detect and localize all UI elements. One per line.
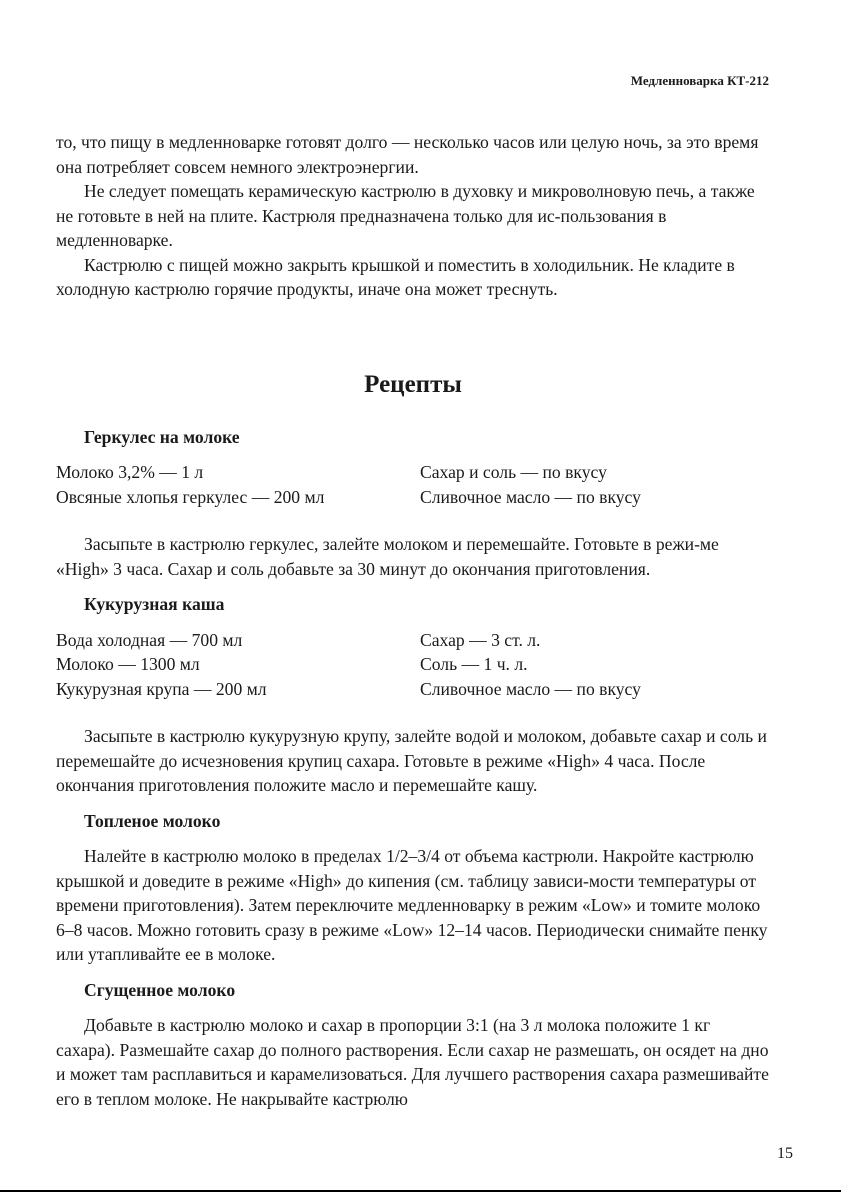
intro-paragraph-2: Не следует помещать керамическую кастрюлю в духовку и микроволновую печь, а также не готовьте в ней на плите. Кастрюля предназначена только для ис-пользования в медленноварке.	[56, 181, 755, 250]
intro-paragraph-3: Кастрюлю с пищей можно закрыть крышкой и поместить в холодильник. Не кладите в холодную кастрюлю горячие продукты, иначе она может треснуть.	[56, 254, 735, 299]
ingredient: Сахар — 3 ст. л.	[420, 629, 541, 650]
bottom-rule	[0, 1190, 841, 1192]
ingredient: Молоко — 1300 мл	[56, 654, 200, 674]
ingredient-list	[56, 628, 770, 702]
running-header: Медленноварка КТ-212	[630, 73, 769, 88]
ingredient: Сливочное масло — по вкусу	[420, 486, 641, 507]
ingredient: Сливочное масло — по вкусу	[420, 678, 641, 699]
intro-paragraph-1: то, что пищу в медленноварке готовят долго — несколько часов или целую ночь, за это время она потребляет совсем немного электроэнергии.	[56, 132, 759, 177]
ingredient: Сахар и соль — по вкусу	[420, 462, 607, 482]
ingredient: Вода холодная — 700 мл	[56, 629, 243, 650]
recipe-title: Кукурузная каша	[84, 594, 225, 614]
ingredient: Молоко 3,2% — 1 л	[56, 462, 204, 482]
page-content	[56, 130, 770, 1111]
ingredient-list	[56, 460, 770, 509]
recipe-instructions: Засыпьте в кастрюлю кукурузную крупу, залейте водой и молоком, добавьте сахар и соль и перемешайте до исчезновения крупиц сахара. Готовьте в режиме «High» 4 часа. После окончания приготовления положите масло и перемешайте кашу.	[56, 726, 767, 795]
recipe-title: Сгущенное молоко	[84, 979, 236, 1000]
page-number: 15	[777, 1145, 793, 1162]
recipe-title: Геркулес на молоке	[84, 426, 240, 447]
section-title: Рецепты	[364, 370, 462, 398]
recipe-instructions: Засыпьте в кастрюлю геркулес, залейте молоком и перемешайте. Готовьте в режи-ме «High» 3 часа. Сахар и соль добавьте за 30 минут до окончания приготовления.	[56, 534, 719, 579]
ingredient: Соль — 1 ч. л.	[420, 654, 528, 674]
ingredient: Кукурузная крупа — 200 мл	[56, 678, 267, 699]
recipe-instructions: Налейте в кастрюлю молоко в пределах 1/2–3/4 от объема кастрюли. Накройте кастрюлю крышкой и доведите в режиме «High» до кипения (см. таблицу зависи-мости температуры от времени приготовления). Затем переключите медленноварку в режим «Low» и томите молоко 6–8 часов. Можно готовить сразу в режиме «Low» 12–14 часов. Периодически снимайте пенку или утапливайте ее в молоке.	[56, 846, 768, 964]
ingredient: Овсяные хлопья геркулес — 200 мл	[56, 486, 325, 507]
recipe-title: Топленое молоко	[84, 810, 221, 831]
recipe-instructions: Добавьте в кастрюлю молоко и сахар в пропорции 3:1 (на 3 л молока положите 1 кг сахара). Размешайте сахар до полного растворения. Если сахар не размешать, он осядет на дно и может там расплавиться и карамелизоваться. Для лучшего растворения сахара размешивайте его в теплом молоке. Не накрывайте кастрюлю	[56, 1015, 769, 1109]
